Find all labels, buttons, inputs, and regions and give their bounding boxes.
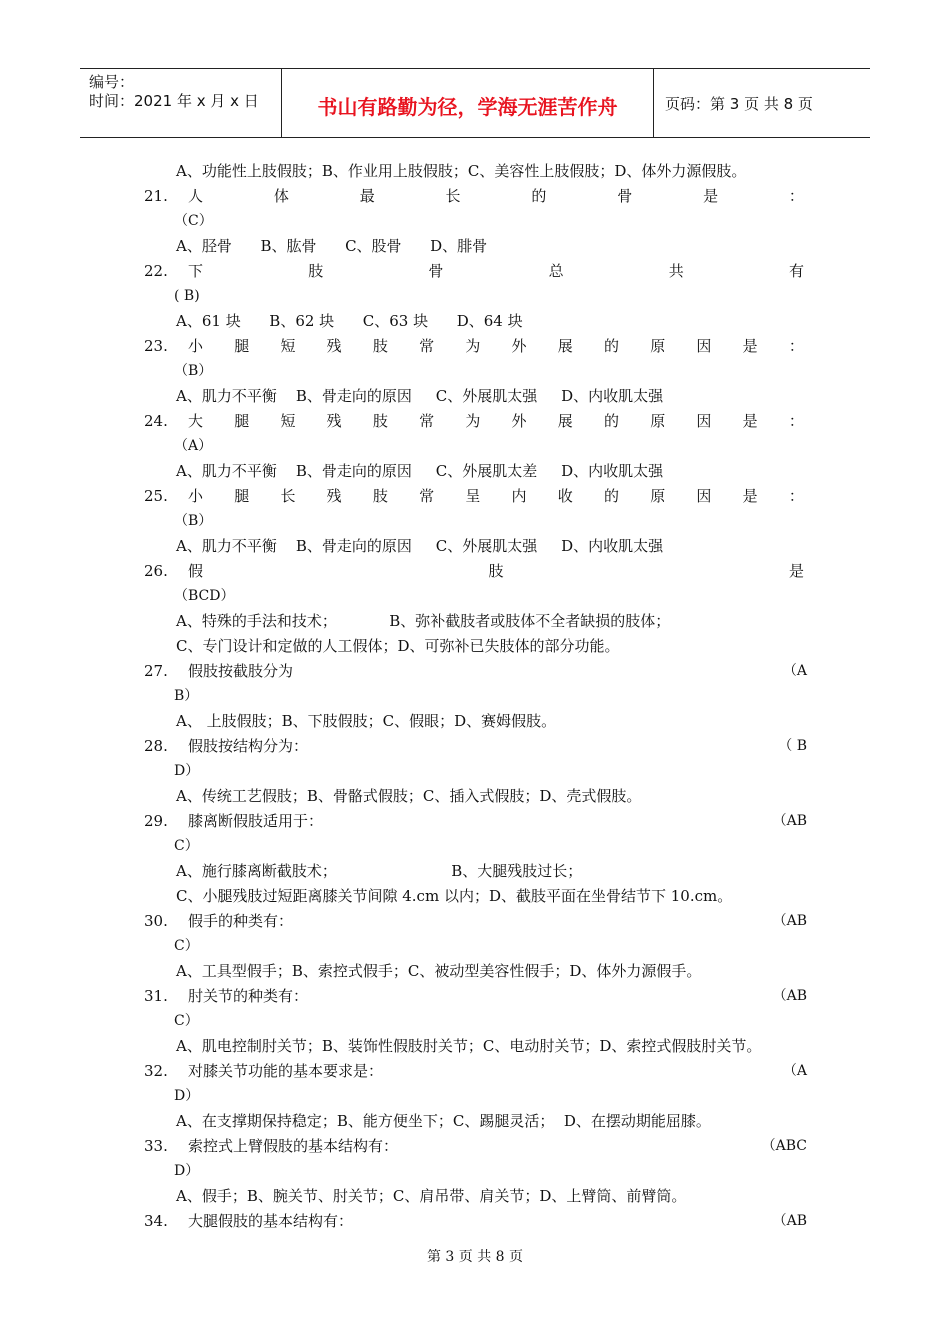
question-number: 28. (144, 737, 168, 755)
question-answer: D） (174, 763, 200, 779)
header-page-label: 页码：第 3 页 共 8 页 (665, 94, 813, 113)
question-stem: 小 腿 短 残 肢 常 为 外 展 的 原 因 是 ： (188, 337, 804, 355)
question-number: 33. (144, 1137, 168, 1155)
question-number: 24. (144, 412, 168, 430)
header-meta (80, 69, 282, 137)
question-number: 26. (144, 562, 168, 580)
question-options: A、假手；B、腕关节、肘关节；C、肩吊带、肩关节；D、上臂筒、前臂筒。 (176, 1187, 687, 1205)
question-answer: （C） (174, 213, 213, 229)
time-label: 时间：2021 年 x 月 x 日 (89, 92, 259, 110)
page-header (80, 68, 870, 138)
question-answer-start: （AB (772, 813, 807, 829)
question-stem: 大腿假肢的基本结构有： (188, 1212, 354, 1230)
question-options: A、 上肢假肢；B、下肢假肢；C、假眼；D、赛姆假肢。 (176, 712, 557, 730)
question-answer: （B） (174, 363, 213, 379)
question-stem: 小 腿 长 残 肢 常 呈 内 收 的 原 因 是 ： (188, 487, 804, 505)
question-number: 25. (144, 487, 168, 505)
question-options: A、肌力不平衡 B、骨走向的原因 C、外展肌太差 D、内收肌太强 (176, 462, 664, 480)
question-options: A、肌力不平衡 B、骨走向的原因 C、外展肌太强 D、内收肌太强 (176, 537, 664, 555)
question-answer: D） (174, 1088, 200, 1104)
question-options: A、肌电控制肘关节；B、装饰性假肢肘关节；C、电动肘关节；D、索控式假肢肘关节。 (176, 1037, 762, 1055)
question-number: 29. (144, 812, 168, 830)
question-stem: 膝离断假肢适用于： (188, 812, 324, 830)
question-number: 31. (144, 987, 168, 1005)
question-stem: 假手的种类有： (188, 912, 294, 930)
question-options: A、在支撑期保持稳定；B、能方便坐下；C、踢腿灵活； D、在摆动期能屈膝。 (176, 1112, 711, 1130)
question-answer: （B） (174, 513, 213, 529)
question-stem: 大 腿 短 残 肢 常 为 外 展 的 原 因 是 ： (188, 412, 804, 430)
question-options: C、专门设计和定做的人工假体；D、可弥补已失肢体的部分功能。 (176, 637, 620, 655)
question-number: 27. (144, 662, 168, 680)
question-stem: 对膝关节功能的基本要求是： (188, 1062, 384, 1080)
question-options: A、工具型假手；B、索控式假手；C、被动型美容性假手；D、体外力源假手。 (176, 962, 702, 980)
question-answer-start: （A (782, 663, 807, 679)
question-answer-start: （AB (772, 988, 807, 1004)
question-answer-start: （ B (778, 738, 807, 754)
question-stem: 下 肢 骨 总 共 有 (188, 262, 804, 280)
header-motto: 书山有路勤为径，学海无涯苦作舟 (282, 69, 654, 137)
question-stem: 假肢按截肢分为 (188, 662, 294, 680)
question-stem: 肘关节的种类有： (188, 987, 309, 1005)
question-answer-start: （AB (772, 913, 807, 929)
question-stem: 人 体 最 长 的 骨 是 ： (188, 187, 804, 205)
question-options: A、肌力不平衡 B、骨走向的原因 C、外展肌太强 D、内收肌太强 (176, 387, 664, 405)
question-options: A、61 块 B、62 块 C、63 块 D、64 块 (176, 312, 523, 330)
question-answer: （A） (174, 438, 213, 454)
question-number: 30. (144, 912, 168, 930)
question-number: 23. (144, 337, 168, 355)
question-stem: 假肢按结构分为： (188, 737, 309, 755)
question-answer: C） (174, 1013, 199, 1029)
question-number: 22. (144, 262, 168, 280)
question-answer: D） (174, 1163, 200, 1179)
question-answer: B） (174, 688, 199, 704)
question-number: 32. (144, 1062, 168, 1080)
question-options: A、胫骨 B、肱骨 C、股骨 D、腓骨 (176, 237, 488, 255)
question-options: A、特殊的手法和技术； B、弥补截肢者或肢体不全者缺损的肢体； (176, 612, 671, 630)
page-footer: 第 3 页 共 8 页 (426, 1249, 524, 1265)
code-label: 编号： (89, 73, 135, 91)
question-answer-start: （AB (772, 1213, 807, 1229)
question-options: A、传统工艺假肢；B、骨骼式假肢；C、插入式假肢；D、壳式假肢。 (176, 787, 642, 805)
question-answer: C） (174, 938, 199, 954)
question-stem: 假 肢 是 (188, 562, 804, 580)
question-options: C、小腿残肢过短距离膝关节间隙 4.cm 以内；D、截肢平面在坐骨结节下 10.cm。 (176, 887, 733, 905)
question-answer: C） (174, 838, 199, 854)
question-options: A、施行膝离断截肢术； B、大腿残肢过长； (176, 862, 583, 880)
question-number: 21. (144, 187, 168, 205)
question-number: 34. (144, 1212, 168, 1230)
question-stem: 索控式上臂假肢的基本结构有： (188, 1137, 399, 1155)
question-answer: （BCD） (174, 588, 235, 604)
question-answer-start: （ABC (761, 1138, 807, 1154)
intro-options: A、功能性上肢假肢；B、作业用上肢假肢；C、美容性上肢假肢；D、体外力源假肢。 (176, 162, 747, 180)
question-answer: ( B) (174, 288, 200, 304)
question-answer-start: （A (782, 1063, 807, 1079)
